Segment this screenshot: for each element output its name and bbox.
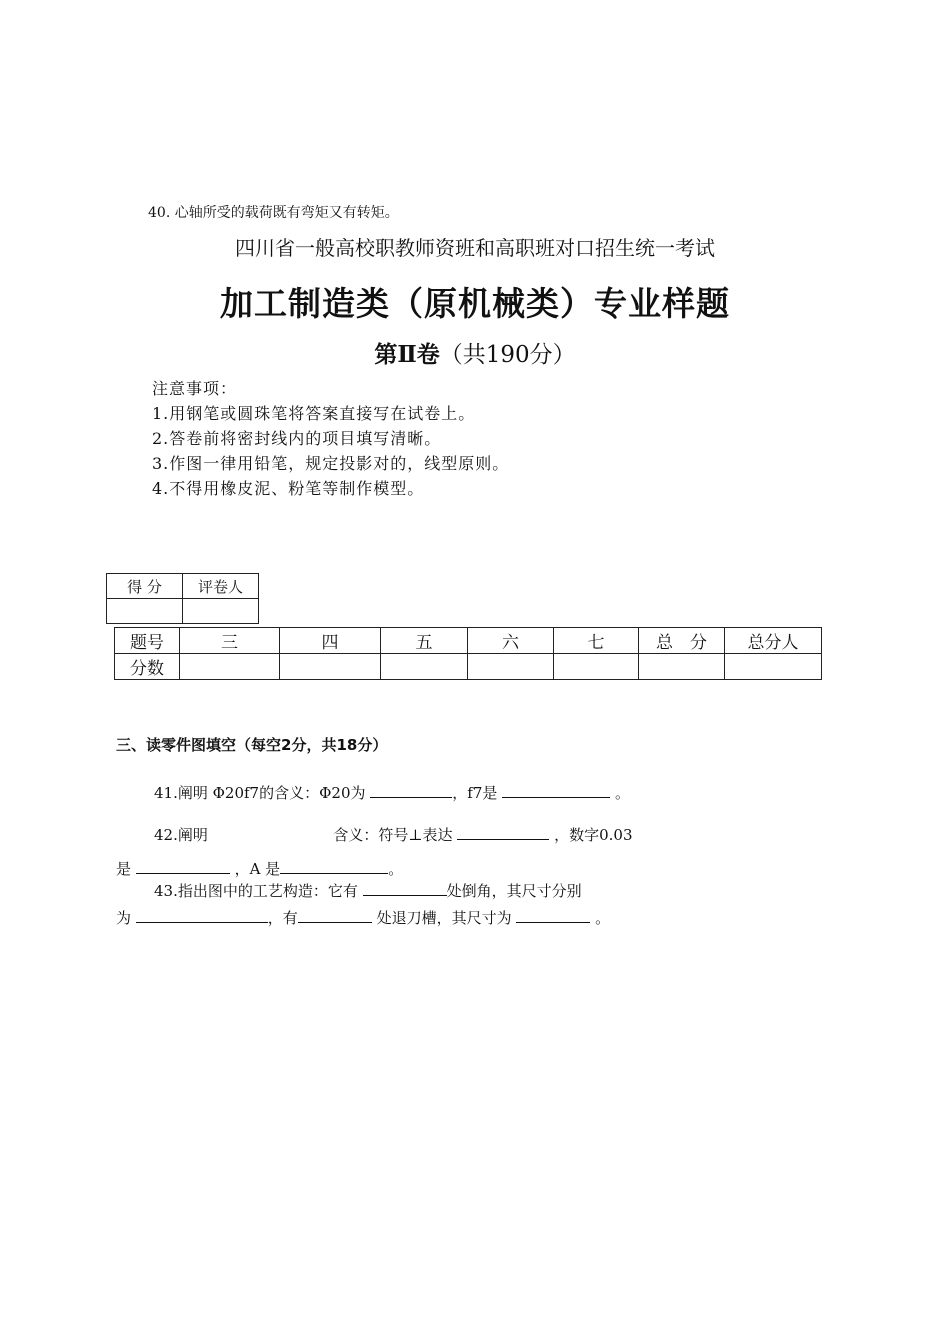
note-item: 2.答卷前将密封线内的项目填写清晰。	[152, 429, 442, 448]
note-item: 1.用钢笔或圆珠笔将答案直接写在试卷上。	[152, 404, 476, 423]
notes-heading: 注意事项：	[152, 379, 238, 398]
question-41	[154, 782, 630, 803]
question-43	[154, 880, 582, 901]
score-cell[interactable]	[381, 654, 468, 680]
header-total-grader: 总分人	[725, 628, 822, 654]
header-section-3: 三	[180, 628, 280, 654]
question-42	[154, 824, 633, 845]
header-section-7: 七	[554, 628, 639, 654]
answer-blank[interactable]	[457, 825, 549, 840]
score-cell[interactable]	[107, 599, 183, 624]
volume-label: 第Ⅱ卷	[374, 341, 440, 368]
score-cell[interactable]	[554, 654, 639, 680]
answer-blank[interactable]	[136, 859, 230, 874]
score-cell[interactable]	[180, 654, 280, 680]
grader-label: 评卷人	[183, 574, 259, 599]
header-section-5: 五	[381, 628, 468, 654]
question-42-cont	[116, 858, 403, 879]
score-cell[interactable]	[639, 654, 725, 680]
q43-text: 处倒角，其尺寸分别	[446, 882, 582, 900]
section-3-title: 三、读零件图填空（每空2分，共18分）	[116, 736, 388, 754]
q42-text: 42.阐明	[154, 826, 208, 844]
volume-total: （共190分）	[439, 342, 576, 368]
q41-text: 41.阐明 Φ20f7的含义：Φ20为	[154, 784, 366, 802]
score-cell[interactable]	[280, 654, 381, 680]
answer-blank[interactable]	[502, 783, 610, 798]
header-question-no: 题号	[115, 628, 180, 654]
exam-title: 四川省一般高校职教师资班和高职班对口招生统一考试	[235, 236, 715, 260]
grader-table	[106, 573, 259, 624]
volume-title	[0, 336, 950, 369]
notes	[152, 376, 509, 501]
header-total: 总 分	[639, 628, 725, 654]
q43-text: 。	[595, 909, 611, 927]
q42-text: 。	[388, 860, 404, 878]
note-item: 4.不得用橡皮泥、粉笔等制作模型。	[152, 479, 425, 498]
score-cell[interactable]	[468, 654, 554, 680]
q41-text: 。	[614, 784, 630, 802]
answer-blank[interactable]	[363, 881, 447, 896]
score-table	[114, 627, 822, 680]
paper-title: 加工制造类（原机械类）专业样题	[220, 284, 730, 323]
q41-text: ，f7是	[452, 784, 498, 802]
q42-text: 是	[116, 860, 132, 878]
answer-blank[interactable]	[516, 908, 590, 923]
q43-text: 处退刀槽，其尺寸为	[376, 909, 512, 927]
answer-blank[interactable]	[280, 859, 388, 874]
note-item: 3.作图一律用铅笔，规定投影对的，线型原则。	[152, 454, 510, 473]
answer-blank[interactable]	[370, 783, 452, 798]
q42-text: ，A 是	[234, 860, 281, 878]
answer-blank[interactable]	[298, 908, 372, 923]
q42-text: ，数字0.03	[554, 826, 633, 844]
q43-text: ，有	[267, 909, 298, 927]
score-cell[interactable]	[725, 654, 822, 680]
row-label-score: 分数	[115, 654, 180, 680]
q42-text: 含义：符号⊥表达	[333, 826, 453, 844]
question-40: 40. 心轴所受的载荷既有弯矩又有转矩。	[148, 205, 399, 221]
q43-text: 43.指出图中的工艺构造：它有	[154, 882, 358, 900]
header-section-6: 六	[468, 628, 554, 654]
score-label: 得 分	[107, 574, 183, 599]
question-43-cont	[116, 907, 610, 928]
answer-blank[interactable]	[136, 908, 268, 923]
grader-cell[interactable]	[183, 599, 259, 624]
q43-text: 为	[116, 909, 132, 927]
header-section-4: 四	[280, 628, 381, 654]
